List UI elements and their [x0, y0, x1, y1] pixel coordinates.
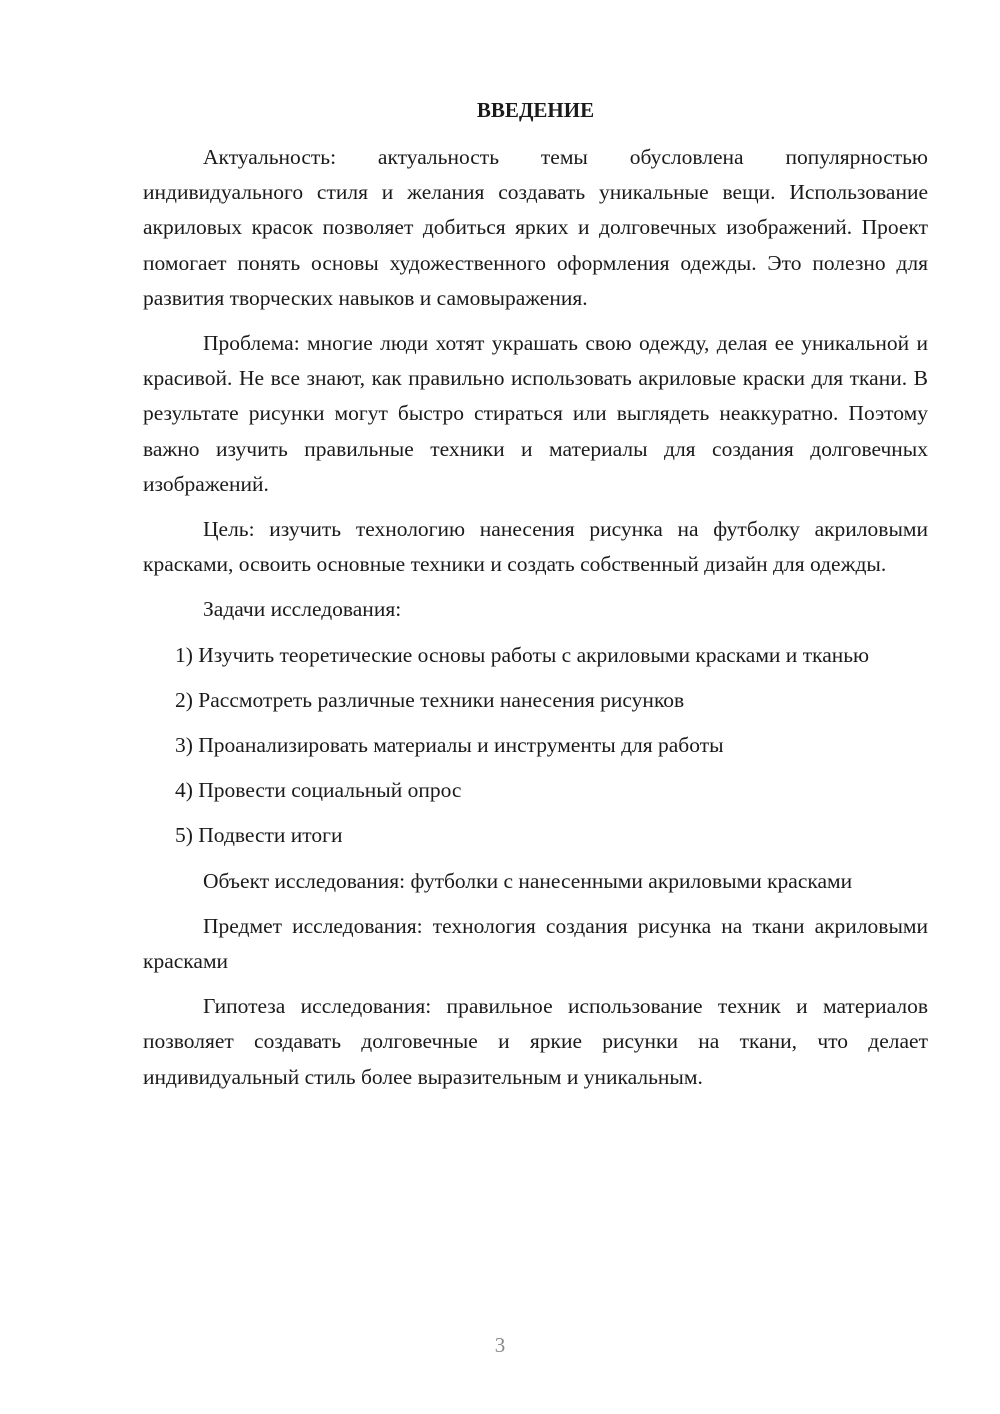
list-item: 5) Подвести итоги	[175, 823, 343, 848]
paragraph-subject: Предмет исследования: технология создания рисунка на ткани акриловыми красками	[143, 913, 928, 974]
list-item: 2) Рассмотреть различные техники нанесения рисунков	[175, 687, 685, 712]
list-item: 4) Провести социальный опрос	[175, 778, 462, 803]
paragraph-problem: Проблема: многие люди хотят украшать свою одежду, делая ее уникальной и красивой. Не все знают, как правильно использовать акриловые краски для ткани. В результате рисунки могут быстро стираться или выглядеть неаккуратно. Поэтому важно изучить правильные техники и материалы для создания долговечных изображений.	[143, 331, 928, 496]
paragraph-object: Объект исследования: футболки с нанесенными акриловыми красками	[203, 868, 853, 893]
paragraph-relevance: Актуальность: актуальность темы обусловлена популярностью индивидуального стиля и желания создавать уникальные вещи. Использование акриловых красок позволяет добиться ярких и долговечных изображений. Проект помогает понять основы художественного оформления одежды. Это полезно для развития творческих навыков и самовыражения.	[143, 145, 928, 310]
list-item: 3) Проанализировать материалы и инструменты для работы	[175, 733, 724, 758]
list-item: 1) Изучить теоретические основы работы с акриловыми красками и тканью	[175, 642, 870, 667]
tasks-heading: Задачи исследования:	[203, 597, 402, 622]
document-page	[143, 94, 928, 1105]
paragraph-goal: Цель: изучить технологию нанесения рисунка на футболку акриловыми красками, освоить основные техники и создать собственный дизайн для одежды.	[143, 517, 928, 577]
page-number: 3	[494, 1333, 506, 1357]
page-title: ВВЕДЕНИЕ	[476, 98, 595, 122]
paragraph-hypothesis: Гипотеза исследования: правильное использование техник и материалов позволяет создавать долговечные и яркие рисунки на ткани, что делает индивидуальный стиль более выразительным и уникальным.	[143, 994, 928, 1089]
task-list	[143, 638, 928, 854]
